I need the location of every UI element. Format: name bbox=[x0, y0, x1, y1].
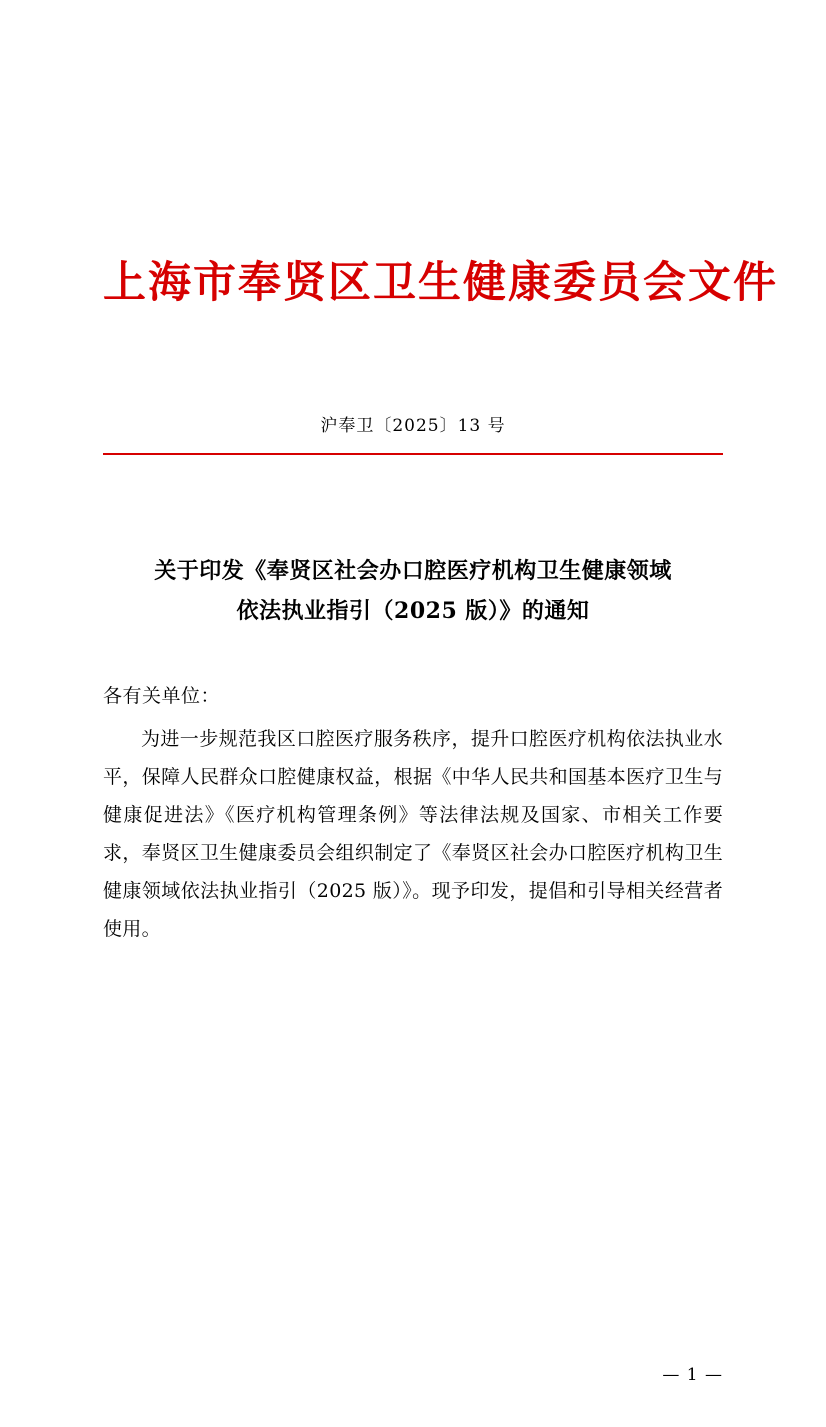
document-title bbox=[103, 551, 723, 632]
body-paragraph: 为进一步规范我区口腔医疗服务秩序，提升口腔医疗机构依法执业水平，保障人民群众口腔健康权益，根据《中华人民共和国基本医疗卫生与健康促进法》《医疗机构管理条例》等法律法规及国家、市相关工作要求，奉贤区卫生健康委员会组织制定了《奉贤区社会办口腔医疗机构卫生健康领域依法执业指引（2025 版）》。现予印发，提倡和引导相关经营者使用。 bbox=[103, 728, 723, 941]
page-number: — 1 — bbox=[662, 1365, 723, 1385]
document-title-line-2: 依法执业指引（2025 版）》的通知 bbox=[236, 598, 590, 625]
red-divider-rule bbox=[103, 453, 723, 455]
document-number: 沪奉卫〔2025〕13 号 bbox=[320, 415, 506, 436]
salutation: 各有关单位： bbox=[103, 684, 221, 707]
document-number-row bbox=[103, 411, 723, 436]
document-page bbox=[0, 258, 826, 1427]
masthead-title: 上海市奉贤区卫生健康委员会文件 bbox=[103, 258, 778, 308]
masthead bbox=[103, 258, 778, 310]
document-title-line-1: 关于印发《奉贤区社会办口腔医疗机构卫生健康领域 bbox=[154, 557, 672, 584]
